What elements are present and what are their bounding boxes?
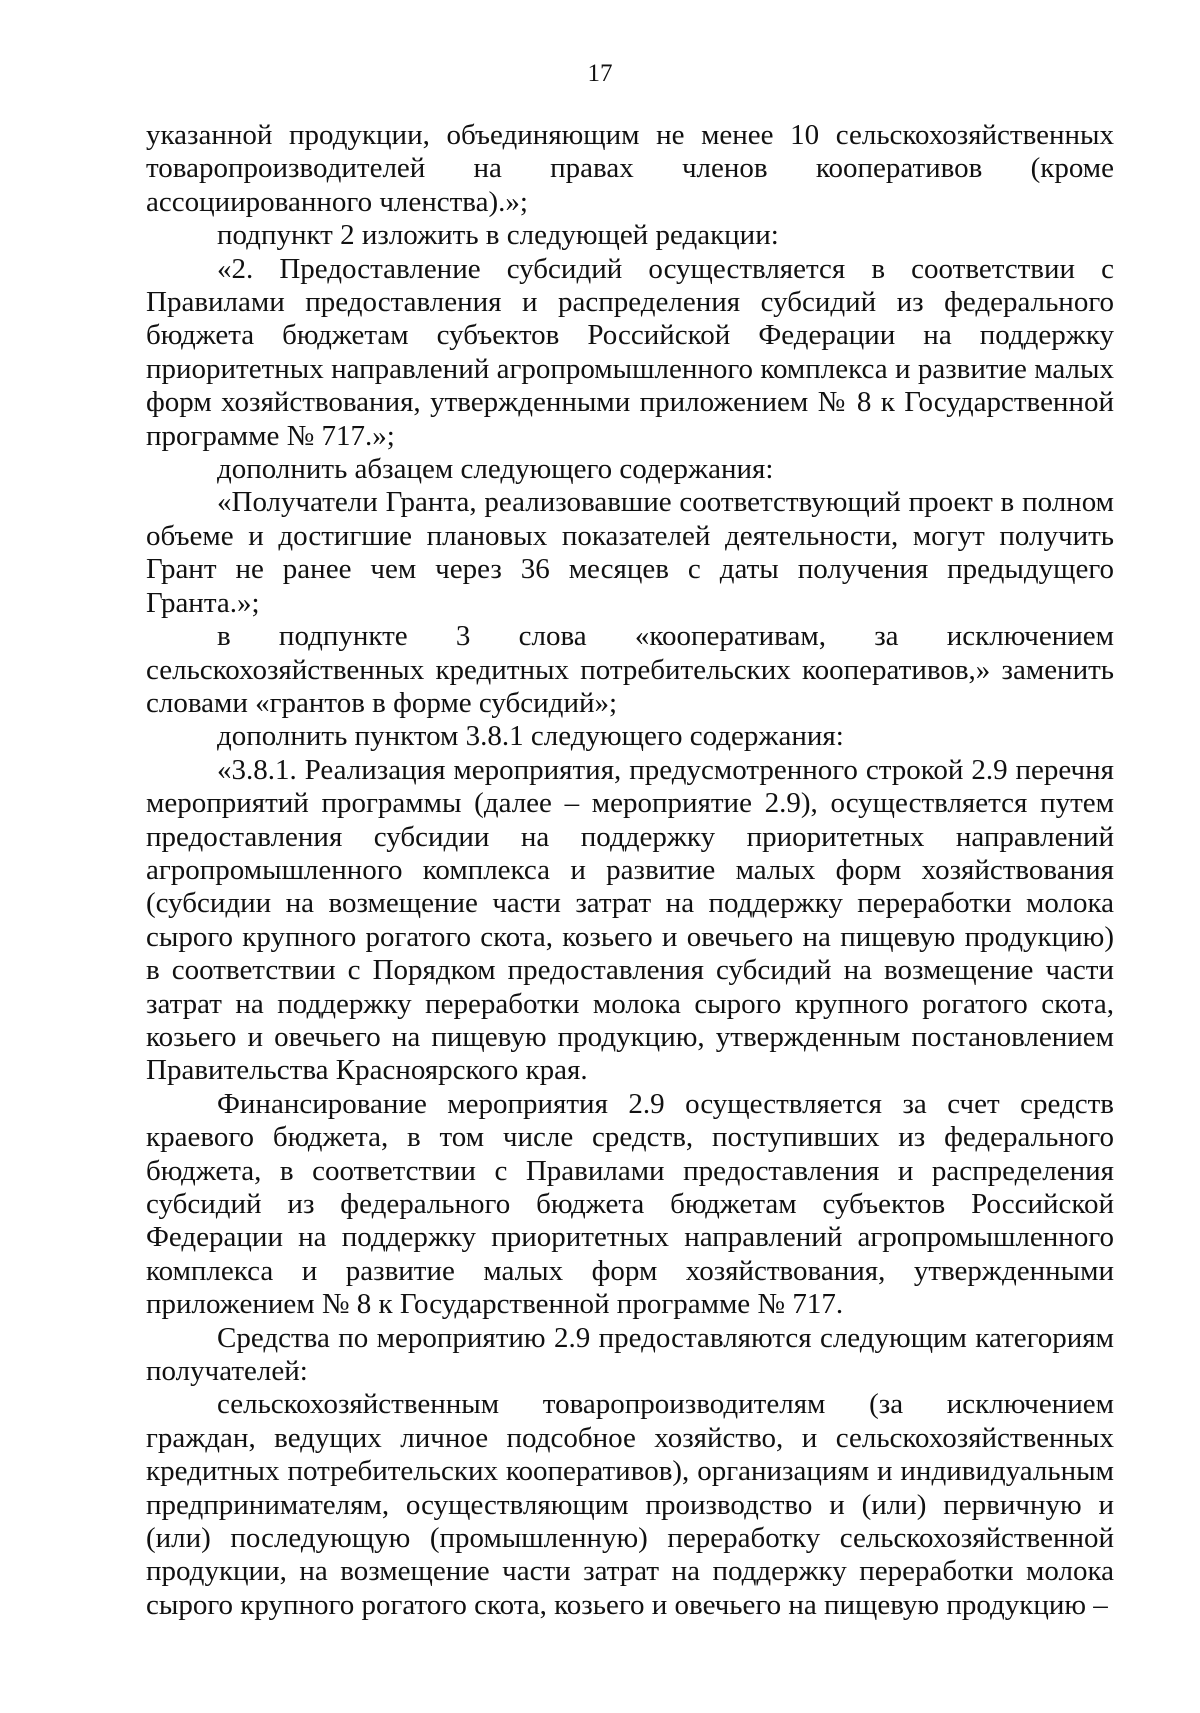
paragraph-8: «3.8.1. Реализация мероприятия, предусмотренного строкой 2.9 перечня мероприятий программы (далее – мероприятие 2.9), осуществляется путем предоставления субсидии на поддержку приоритетных направлений агропромышленного комплекса и развитие малых форм хозяйствования (субсидии на возмещение части затрат на поддержку переработки молока сырого крупного рогатого скота, козьего и овечьего на пищевую продукцию) в соответствии с Порядком предоставления субсидий на возмещение части затрат на поддержку переработки молока сырого крупного рогатого скота, козьего и овечьего на пищевую продукцию, утвержденным постановлением Правительства Красноярского края.: [146, 753, 1114, 1087]
page-number: 17: [587, 60, 613, 87]
paragraph-4: дополнить абзацем следующего содержания:: [217, 453, 774, 486]
paragraph-11: сельскохозяйственным товаропроизводителям (за исключением граждан, ведущих личное подсобное хозяйство, и сельскохозяйственных кредитных потребительских кооперативов), организациям и индивидуальным предпринимателям, осуществляющим производство и (или) первичную и (или) последующую (промышленную) переработку сельскохозяйственной продукции, на возмещение части затрат на поддержку переработки молока сырого крупного рогатого скота, козьего и овечьего на пищевую продукцию –: [146, 1388, 1114, 1621]
paragraph-1: указанной продукции, объединяющим не менее 10 сельскохозяйственных товаропроизводителей на правах членов кооперативов (кроме ассоциированного членства).»;: [146, 119, 1114, 218]
paragraph-9: Финансирование мероприятия 2.9 осуществляется за счет средств краевого бюджета, в том числе средств, поступивших из федерального бюджета, в соответствии с Правилами предоставления и распределения субсидий из федерального бюджета бюджетам субъектов Российской Федерации на поддержку приоритетных направлений агропромышленного комплекса и развитие малых форм хозяйствования, утвержденными приложением № 8 к Государственной программе № 717.: [146, 1087, 1114, 1321]
paragraph-6: в подпункте 3 слова «кооперативам, за исключением сельскохозяйственных кредитных потребительских кооперативов,» заменить словами «грантов в форме субсидий»;: [146, 620, 1114, 719]
paragraph-3: «2. Предоставление субсидий осуществляется в соответствии с Правилами предоставления и распределения субсидий из федерального бюджета бюджетам субъектов Российской Федерации на поддержку приоритетных направлений агропромышленного комплекса и развитие малых форм хозяйствования, утвержденными приложением № 8 к Государственной программе № 717.»;: [146, 252, 1114, 452]
paragraph-10: Средства по мероприятию 2.9 предоставляются следующим категориям получателей:: [146, 1321, 1114, 1388]
paragraph-7: дополнить пунктом 3.8.1 следующего содержания:: [217, 720, 844, 753]
paragraph-2: подпункт 2 изложить в следующей редакции:: [217, 219, 779, 252]
document-body: [146, 119, 1114, 1622]
paragraph-5: «Получатели Гранта, реализовавшие соответствующий проект в полном объеме и достигшие плановых показателей деятельности, могут получить Грант не ранее чем через 36 месяцев с даты получения предыдущего Гранта.»;: [146, 486, 1114, 619]
